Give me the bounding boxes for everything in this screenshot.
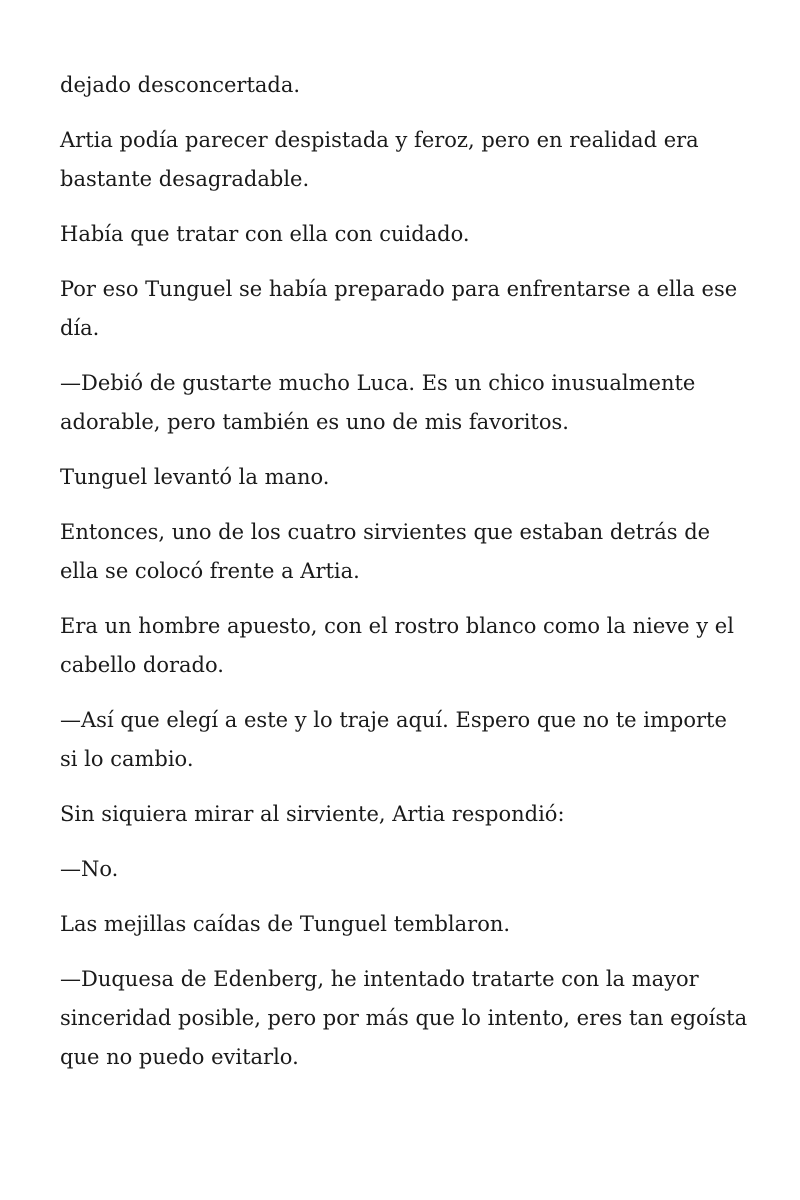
- paragraph: Sin siquiera mirar al sirviente, Artia respondió:: [60, 802, 565, 826]
- paragraph: Por eso Tunguel se había preparado para enfrentarse a ella ese día.: [60, 277, 738, 340]
- paragraph: —No.: [60, 857, 119, 881]
- paragraph: Había que tratar con ella con cuidado.: [60, 222, 470, 246]
- paragraph: Las mejillas caídas de Tunguel temblaron.: [60, 912, 511, 936]
- paragraph: dejado desconcertada.: [60, 73, 301, 97]
- paragraph: Artia podía parecer despistada y feroz, pero en realidad era bastante desagradable.: [60, 128, 699, 191]
- paragraph: —Duquesa de Edenberg, he intentado tratarte con la mayor sinceridad posible, pero por más que lo intento, eres tan egoísta que no puedo evitarlo.: [60, 967, 748, 1069]
- paragraph: —Debió de gustarte mucho Luca. Es un chico inusualmente adorable, pero también es uno de mis favoritos.: [60, 371, 696, 434]
- reading-page: [60, 66, 750, 1093]
- paragraph: Tunguel levantó la mano.: [60, 465, 330, 489]
- paragraph: Entonces, uno de los cuatro sirvientes que estaban detrás de ella se colocó frente a Artia.: [60, 520, 711, 583]
- paragraph: —Así que elegí a este y lo traje aquí. Espero que no te importe si lo cambio.: [60, 708, 727, 771]
- paragraph: Era un hombre apuesto, con el rostro blanco como la nieve y el cabello dorado.: [60, 614, 734, 677]
